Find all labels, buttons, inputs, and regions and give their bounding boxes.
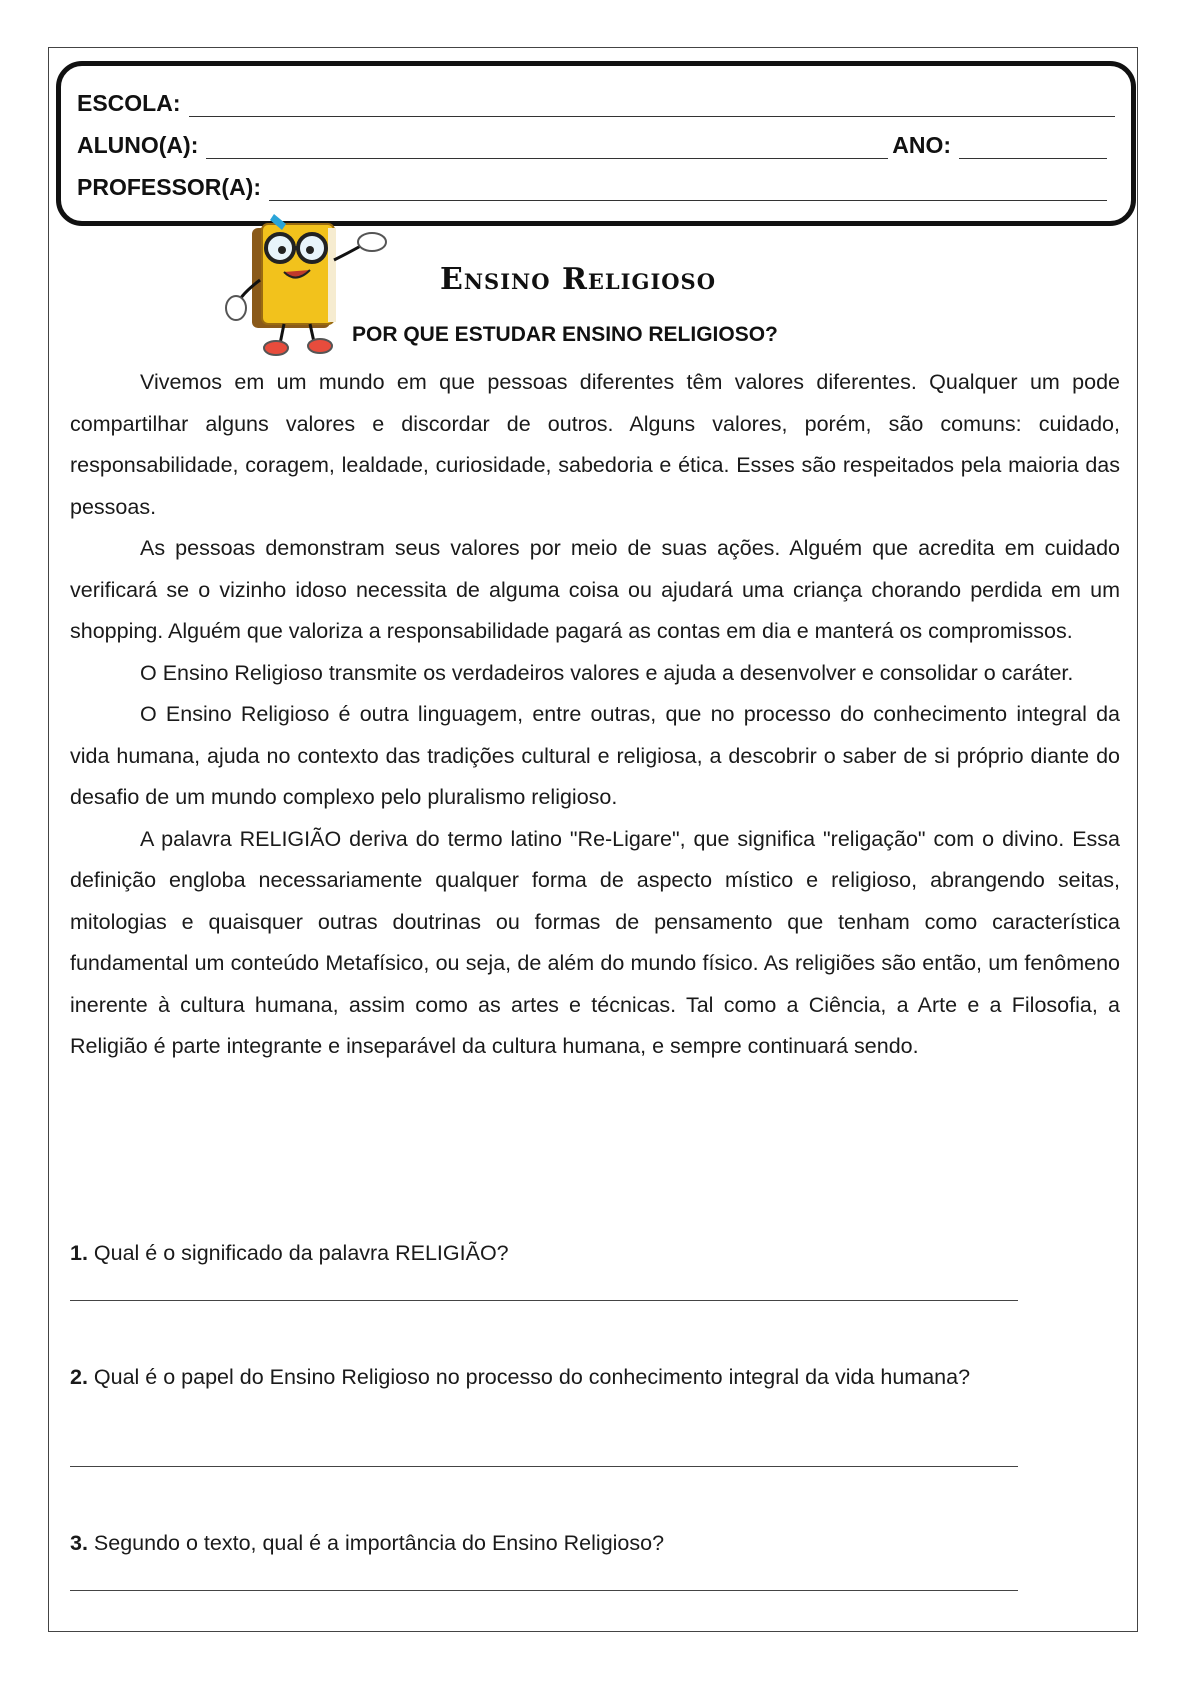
aluno-row (77, 132, 1107, 159)
escola-row (77, 90, 1115, 117)
reading-text (70, 362, 1120, 1068)
professor-field[interactable] (269, 180, 1107, 201)
question-number: 2. (70, 1365, 88, 1389)
question-number: 1. (70, 1241, 88, 1265)
escola-label: ESCOLA: (77, 90, 181, 116)
paragraph: O Ensino Religioso transmite os verdadeiros valores e ajuda a desenvolver e consolidar o caráter. (140, 660, 1074, 685)
answer-line-3[interactable] (70, 1590, 1018, 1591)
aluno-field[interactable] (206, 138, 888, 159)
paragraph: O Ensino Religioso é outra linguagem, entre outras, que no processo do conhecimento integral da vida humana, ajuda no contexto das tradições cultural e religiosa, a descobrir o saber de si próprio diante do desafio de um mundo complexo pelo pluralismo religioso. (70, 702, 1120, 809)
question-3 (70, 1523, 1020, 1565)
question-text: Qual é o papel do Ensino Religioso no processo do conhecimento integral da vida humana? (93, 1365, 971, 1389)
aluno-label: ALUNO(A): (77, 132, 199, 158)
professor-row (77, 174, 1107, 201)
professor-label: PROFESSOR(A): (77, 174, 261, 200)
page-title: Ensino Religioso (440, 262, 717, 297)
question-text: Segundo o texto, qual é a importância do Ensino Religioso? (93, 1531, 665, 1555)
answer-line-2[interactable] (70, 1466, 1018, 1467)
question-2 (70, 1357, 1020, 1399)
escola-field[interactable] (189, 96, 1116, 117)
question-1 (70, 1233, 1020, 1275)
answer-line-1[interactable] (70, 1300, 1018, 1301)
paragraph: A palavra RELIGIÃO deriva do termo latino "Re-Ligare", que significa "religação" com o divino. Essa definição engloba necessariamente qualquer forma de aspecto místico e religioso, abrangendo seitas, mitologias e quaisquer outras doutrinas ou formas de pensamento que tenham como característica fundamental um conteúdo Metafísico, ou seja, de além do mundo físico. As religiões são então, um fenômeno inerente à cultura humana, assim como as artes e técnicas. Tal como a Ciência, a Arte e a Filosofia, a Religião é parte integrante e inseparável da cultura humana, e sempre continuará sendo. (70, 826, 1120, 1058)
page-subtitle: POR QUE ESTUDAR ENSINO RELIGIOSO? (352, 323, 778, 346)
paragraph: Vivemos em um mundo em que pessoas diferentes têm valores diferentes. Qualquer um pode compartilhar alguns valores e discordar de outros. Alguns valores, porém, são comuns: cuidado, responsabilidade, coragem, lealdade, curiosidade, sabedoria e ética. Esses são respeitados pela maioria das pessoas. (70, 370, 1120, 519)
question-text: Qual é o significado da palavra RELIGIÃO? (93, 1241, 509, 1265)
ano-field[interactable] (959, 138, 1107, 159)
paragraph: As pessoas demonstram seus valores por meio de suas ações. Alguém que acredita em cuidado verificará se o vizinho idoso necessita de alguma coisa ou ajudará uma criança chorando perdida em um shopping. Alguém que valoriza a responsabilidade pagará as contas em dia e manterá os compromissos. (70, 536, 1120, 643)
question-number: 3. (70, 1531, 88, 1555)
student-info-box (56, 61, 1136, 226)
ano-label: ANO: (892, 132, 951, 158)
